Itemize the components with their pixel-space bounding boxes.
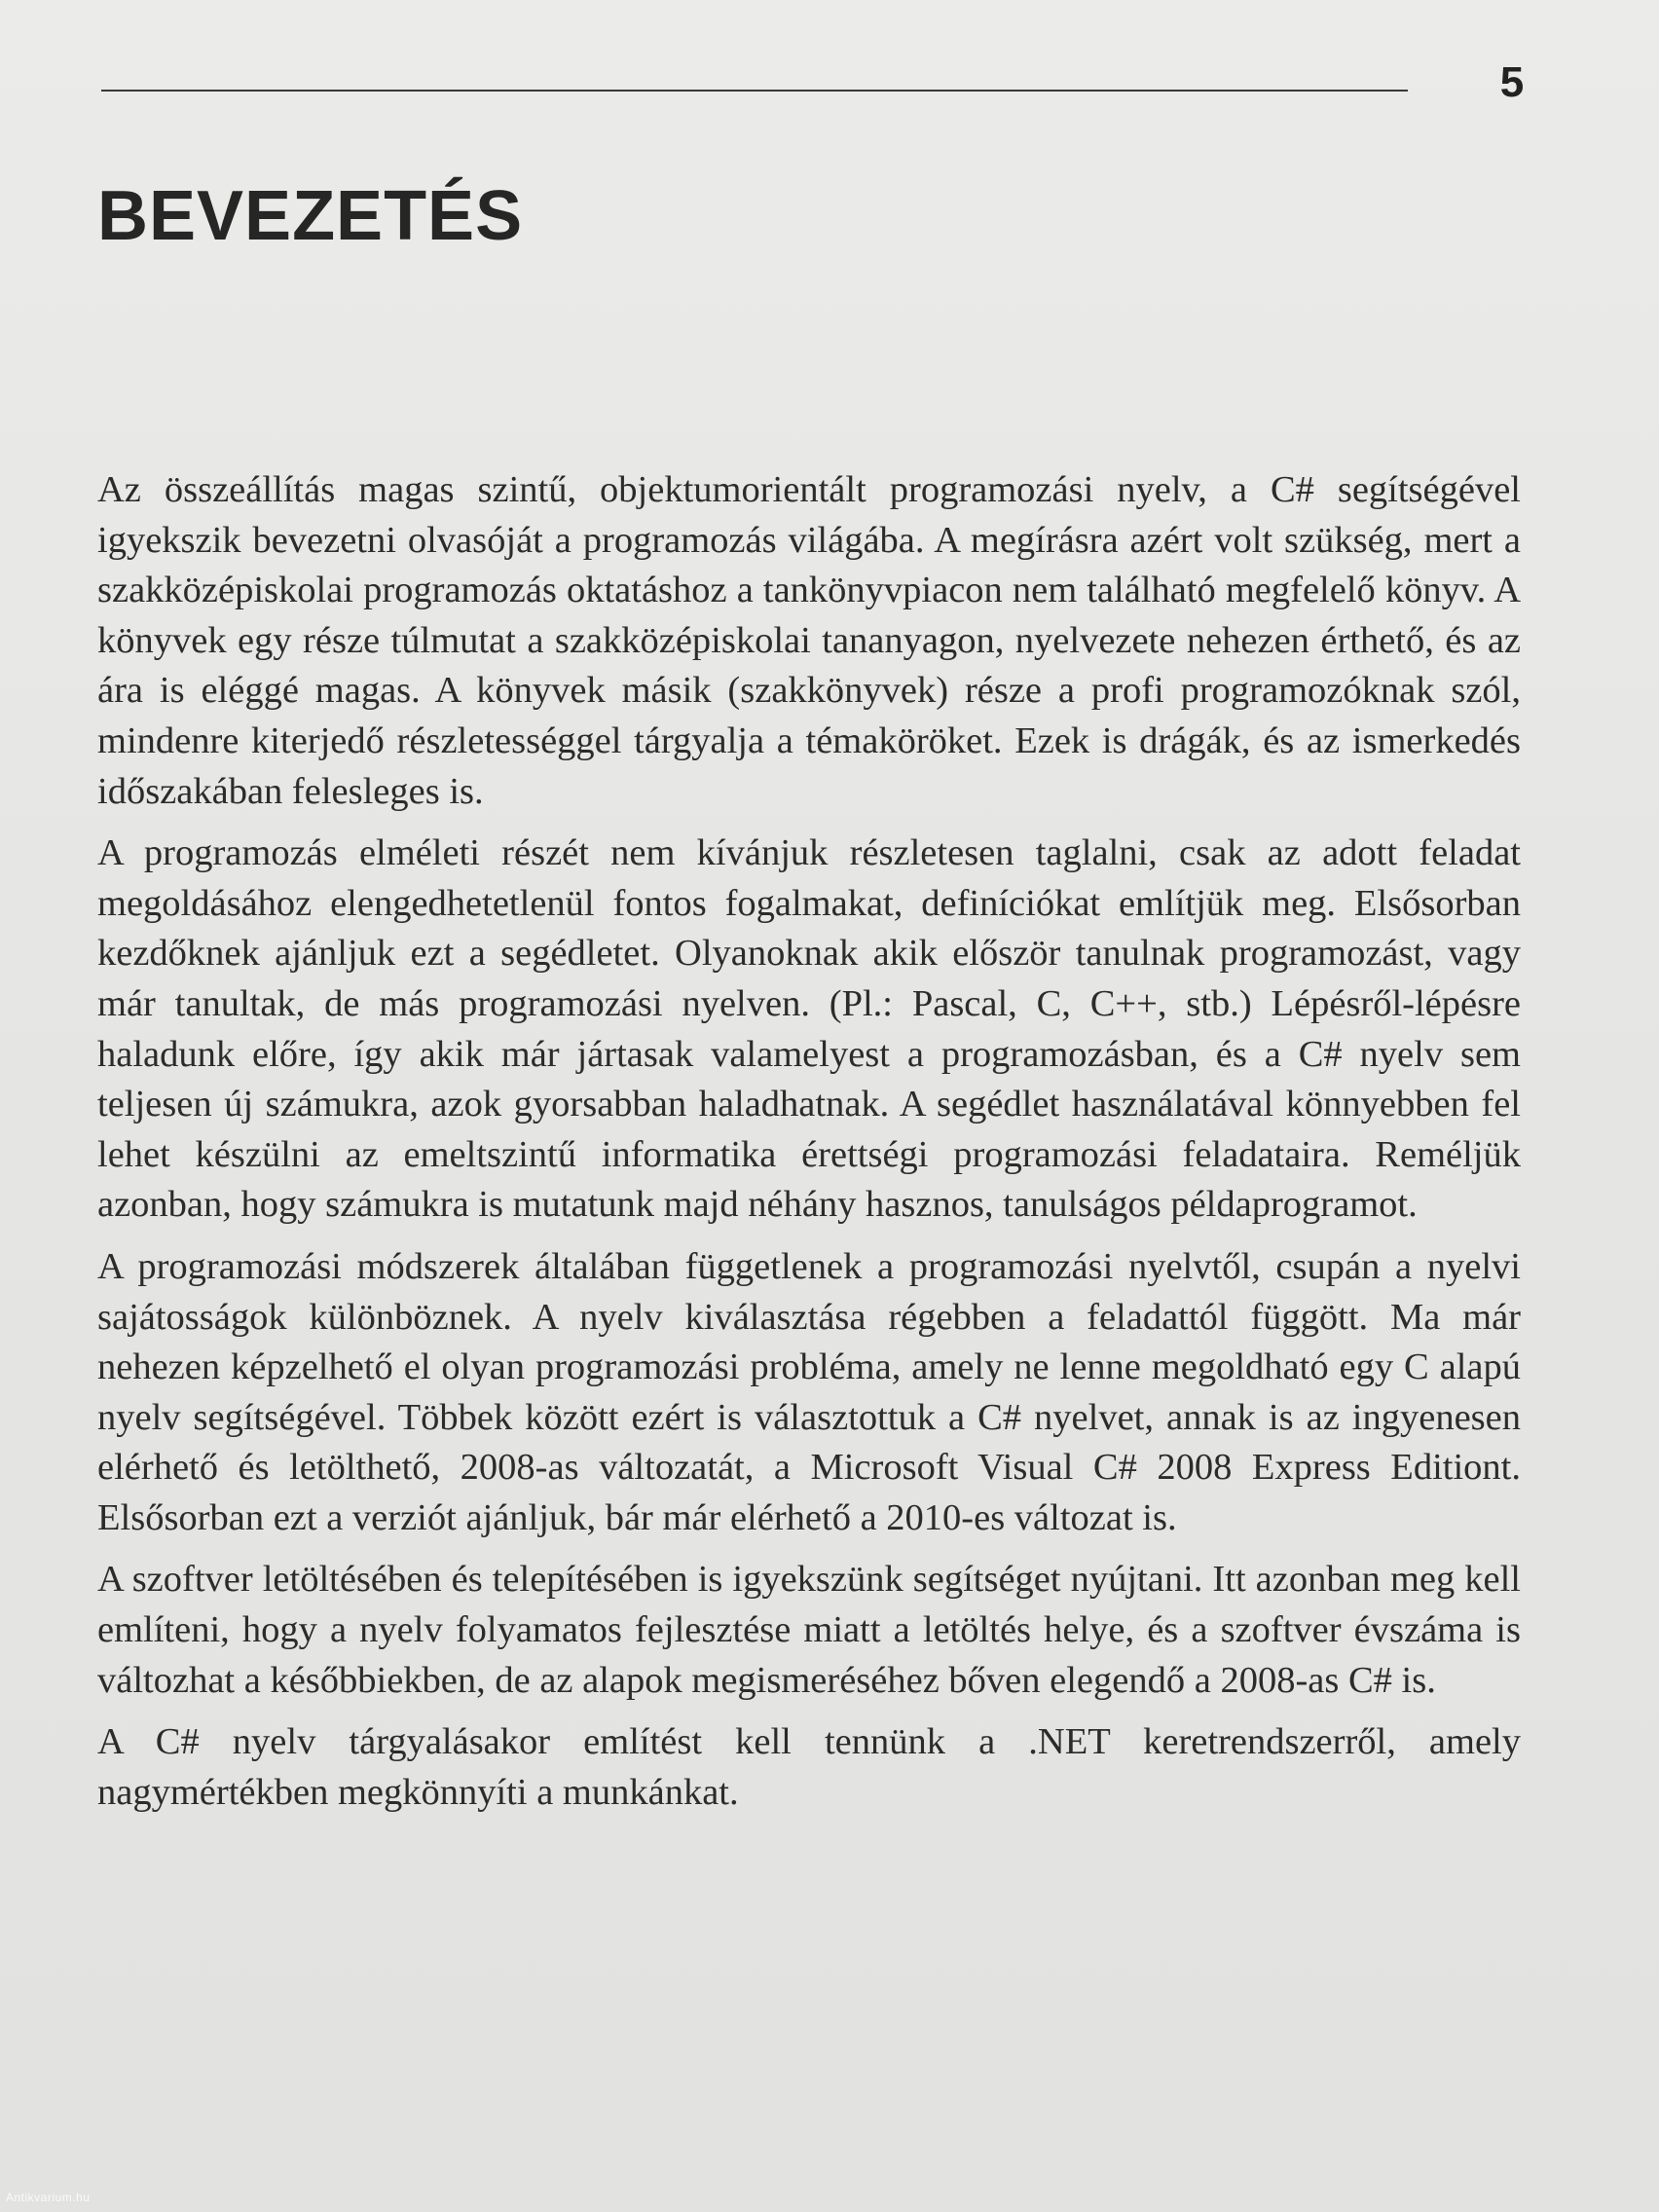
body-text [97, 465, 1521, 1829]
chapter-title: BEVEZETÉS [97, 177, 524, 255]
watermark: Antikvarium.hu [6, 2191, 91, 2204]
page-number: 5 [1499, 58, 1525, 106]
header-rule [101, 90, 1408, 92]
paragraph-theory: A programozás elméleti részét nem kívánjuk részletesen taglalni, csak az adott feladat megoldásához elengedhetetlenül fontos fogalmakat, definíciókat említjük meg. Elsősorban kezdőknek ajánljuk ezt a segédletet. Olyanoknak akik először tanulnak programozást, vagy már tanultak, de más programozási nyelven. (Pl.: Pascal, C, C++, stb.) Lépésről-lépésre haladunk előre, így akik már jártasak valamelyest a programozásban, és a C# nyelv sem teljesen új számukra, azok gyorsabban haladhatnak. A segédlet használatával könnyebben fel lehet készülni az emeltszintű informatika érettségi programozási feladataira. Reméljük azonban, hogy számukra is mutatunk majd néhány hasznos, tanulságos példaprogramot. [97, 832, 1521, 1226]
paragraph-dotnet: A C# nyelv tárgyalásakor említést kell tennünk a .NET keretrendszerről, amely nagymértékben megkönnyíti a munkánkat. [97, 1721, 1521, 1813]
paragraph-intro: Az összeállítás magas szintű, objektumorientált programozási nyelv, a C# segítségével igyekszik bevezetni olvasóját a programozás világába. A megírásra azért volt szükség, mert a szakközépiskolai programozás oktatáshoz a tankönyvpiacon nem található megfelelő könyv. A könyvek egy része túlmutat a szakközépiskolai tananyagon, nyelvezete nehezen érthető, és az ára is eléggé magas. A könyvek másik (szakkönyvek) része a profi programozóknak szól, mindenre kiterjedő részletességgel tárgyalja a témaköröket. Ezek is drágák, és az ismerkedés időszakában felesleges is. [97, 469, 1521, 812]
paragraph-software: A szoftver letöltésében és telepítésében is igyekszünk segítséget nyújtani. Itt azonban meg kell említeni, hogy a nyelv folyamatos fejlesztése miatt a letöltés helye, és a szoftver évszáma is változhat a későbbiekben, de az alapok megismeréséhez bőven elegendő a 2008-as C# is. [97, 1559, 1521, 1701]
paragraph-methods: A programozási módszerek általában függetlenek a programozási nyelvtől, csupán a nyelvi sajátosságok különböznek. A nyelv kiválasztása régebben a feladattól függött. Ma már nehezen képzelhető el olyan programozási probléma, amely ne lenne megoldható egy C alapú nyelv segítségével. Többek között ezért is választottuk a C# nyelvet, annak is az ingyenesen elérhető és letölthető, 2008-as változatát, a Microsoft Visual C# 2008 Express Editiont. Elsősorban ezt a verziót ajánljuk, bár már elérhető a 2010-es változat is. [97, 1245, 1521, 1538]
